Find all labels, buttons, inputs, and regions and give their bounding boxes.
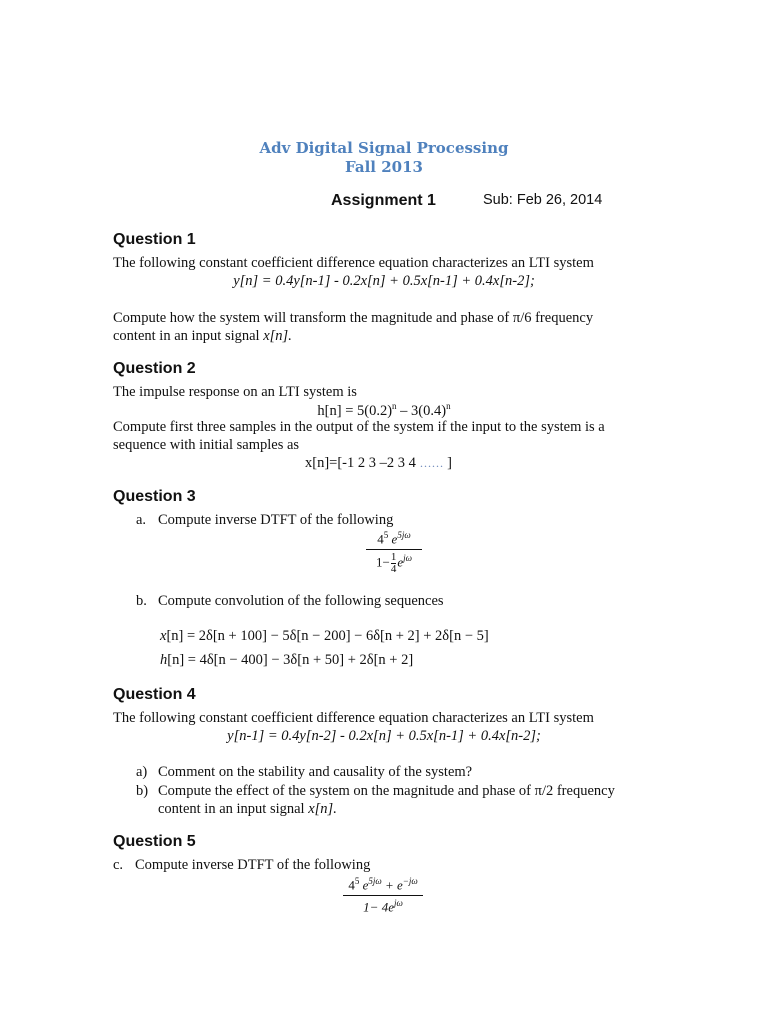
q4-b-line2 [158,801,337,818]
q4-heading: Question 4 [113,686,196,703]
q3-a-num-e-exp: 5jω [397,530,411,540]
q1-line1: Compute how the system will transform the magnitude and phase of π/6 frequency [113,310,594,326]
q5-num-e1: e [359,877,369,893]
q3-a-fraction-bar [366,549,422,550]
q3-a-num-exp: 5 [383,530,389,540]
q3-a-num-base: 4 [377,531,384,547]
q3-a-den-frac-num: 1 [390,551,397,564]
q3-b-label: b. [136,593,147,609]
q5-num-e1-exp: 5jω [368,876,382,886]
q5-num-exp: 5 [354,876,360,886]
q5-c-text: Compute inverse DTFT of the following [135,857,371,873]
q3-a-den-lead: 1− [376,554,390,570]
q3-x-eq-rhs: [n] = 2δ[n + 100] − 5δ[n − 200] − 6δ[n + 2] + 2δ[n − 5] [166,628,489,644]
q1-line2-text: content in an input signal [113,328,264,344]
q4-b-line1: Compute the effect of the system on the magnitude and phase of π/2 frequency [158,783,615,799]
q2-input-sequence [305,455,452,472]
q5-num-base: 4 [348,877,355,893]
q3-heading: Question 3 [113,488,196,505]
q5-fraction-bar [343,895,423,896]
q3-h-eq-lhs: h [160,652,168,668]
q3-a-den-frac-den: 4 [390,563,397,576]
q5-num-plus-e: + e [381,877,403,893]
q2-x-dots: …… [419,456,444,470]
q4-b-line2-text: content in an input signal [158,801,309,817]
q5-num-e2-exp: −jω [402,876,418,886]
q2-h-exp2: n [446,401,451,411]
q1-heading: Question 1 [113,231,196,248]
submission-date: Sub: Feb 26, 2014 [483,192,603,208]
q3-a-den-small-fraction [391,552,397,575]
q5-denominator [343,898,423,915]
q5-fraction [343,876,423,916]
q3-h-equation [160,652,413,669]
q3-a-numerator [366,530,422,547]
q4-a-text: Comment on the stability and causality of the system? [158,764,473,780]
q3-a-denominator [366,552,422,575]
q2-heading: Question 2 [113,360,196,377]
q3-a-fraction [366,530,422,575]
q3-b-text: Compute convolution of the following sequences [158,593,444,609]
assignment-title: Assignment 1 [331,192,436,209]
q4-b-label: b) [136,783,149,799]
q4-a-label: a) [136,764,148,780]
q5-heading: Question 5 [113,833,196,850]
q2-h-mid: – 3(0.4) [396,402,447,419]
q4-intro: The following constant coefficient difference equation characterizes an LTI system [113,710,594,726]
q3-x-eq-lhs: x [160,628,167,644]
q4-b-line2-var: x[n]. [308,801,337,817]
q1-intro: The following constant coefficient difference equation characterizes an LTI system [113,255,594,271]
term: Fall 2013 [345,158,423,176]
q3-a-den-e: e [397,554,404,570]
q2-line2: sequence with initial samples as [113,437,300,453]
course-title: Adv Digital Signal Processing [259,139,509,157]
q3-a-label: a. [136,512,147,528]
q5-c-label: c. [113,857,124,873]
q1-equation: y[n] = 0.4y[n-1] - 0.2x[n] + 0.5x[n-1] + 0.4x[n-2]; [233,273,535,289]
q2-h-exp1: n [392,401,397,411]
q2-impulse-equation [0,401,768,420]
q2-intro: The impulse response on an LTI system is [113,384,357,400]
q2-h-lhs: h[n] = 5(0.2) [317,402,393,419]
q5-den-exp: jω [393,898,403,909]
q4-equation: y[n-1] = 0.4y[n-2] - 0.2x[n] + 0.5x[n-1] + 0.4x[n-2]; [227,728,541,744]
q3-a-text: Compute inverse DTFT of the following [158,512,394,528]
q3-a-num-e: e [388,531,398,547]
q2-line1: Compute first three samples in the output of the system if the input to the system is a [113,419,605,435]
q2-x-close: ] [443,455,452,471]
q3-h-eq-rhs: [n] = 4δ[n − 400] − 3δ[n + 50] + 2δ[n + 2] [167,652,414,668]
q1-line2 [113,328,292,345]
q5-numerator [343,876,423,893]
q3-a-den-e-exp: jω [403,553,412,564]
q3-x-equation [160,628,489,645]
q1-line2-var: x[n]. [263,328,292,344]
q2-x-seq: x[n]=[-1 2 3 –2 3 4 [305,455,420,471]
q5-den: 1− 4e [363,899,394,915]
